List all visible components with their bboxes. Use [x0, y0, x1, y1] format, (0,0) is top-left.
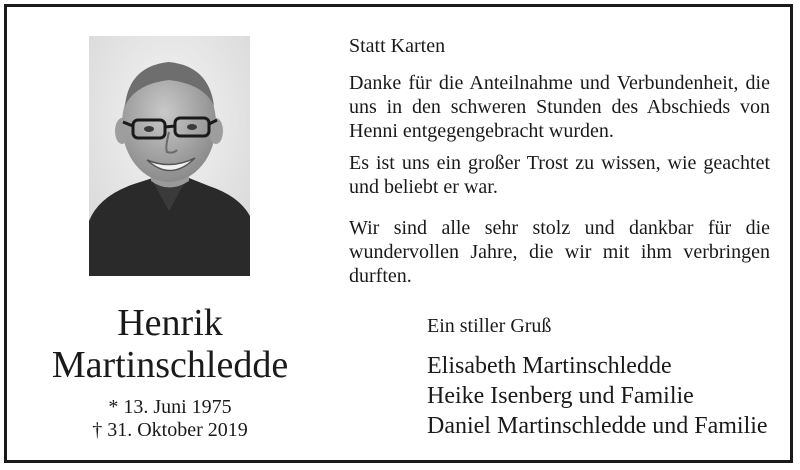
signatory: Heike Isenberg und Familie	[427, 383, 694, 409]
deceased-last-name: Martinschledde	[51, 344, 289, 386]
comfort-paragraph: Es ist uns ein großer Trost zu wissen, wie geachtet und beliebt er war.	[349, 152, 770, 198]
gratitude-paragraph: Wir sind alle sehr stolz und dankbar für die wundervollen Jahre, die wir mit ihm verbringen durften.	[349, 217, 770, 287]
signatory: Daniel Martinschledde und Familie	[427, 413, 768, 439]
death-date: † 31. Oktober 2019	[92, 419, 248, 441]
signatory: Elisabeth Martinschledde	[427, 353, 672, 379]
portrait-photo	[89, 36, 250, 276]
notice-heading: Statt Karten	[349, 35, 446, 57]
portrait-illustration	[89, 36, 250, 276]
deceased-first-name: Henrik	[117, 302, 223, 344]
birth-date: * 13. Juni 1975	[108, 396, 232, 418]
thanks-paragraph: Danke für die Anteilnahme und Verbundenheit, die uns in den schweren Stunden des Abschieds von Henni entgegengebracht wurden.	[349, 72, 770, 142]
greeting: Ein stiller Gruß	[427, 315, 552, 337]
